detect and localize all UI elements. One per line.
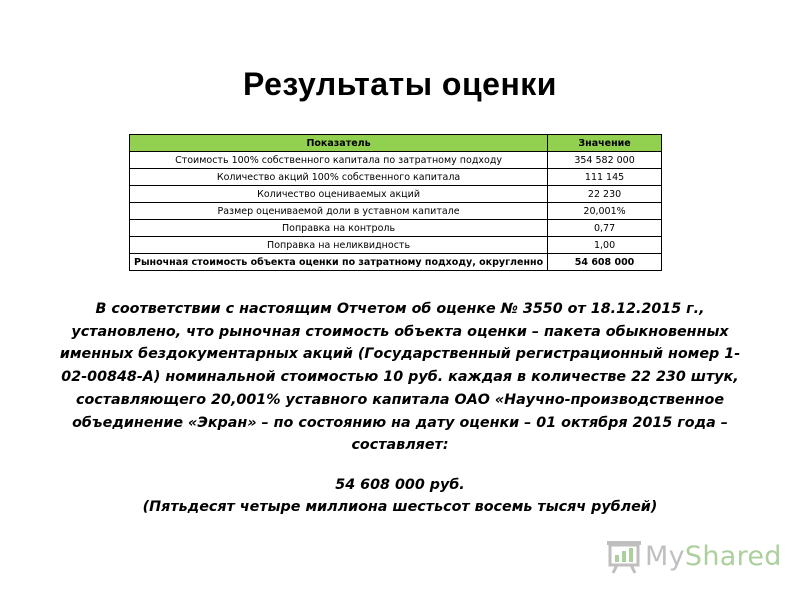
row-label: Рыночная стоимость объекта оценки по затратному подходу, округленно	[130, 254, 548, 271]
table-row-total	[130, 254, 662, 271]
results-table	[129, 134, 662, 271]
table-row	[130, 169, 662, 186]
table-row	[130, 152, 662, 169]
myshared-watermark	[605, 536, 782, 576]
row-value: 20,001%	[548, 203, 662, 220]
header-indicator: Показатель	[130, 135, 548, 152]
table-header-row	[130, 135, 662, 152]
table-row	[130, 203, 662, 220]
watermark-text-shared: Shared	[684, 540, 782, 572]
valuation-amount: 54 608 000 руб.	[335, 477, 465, 493]
row-value: 354 582 000	[548, 152, 662, 169]
watermark-text-my: My	[645, 540, 685, 572]
table-row	[130, 237, 662, 254]
valuation-amount-words: (Пятьдесят четыре миллиона шестьсот восемь тысяч рублей)	[142, 499, 658, 515]
row-value: 22 230	[548, 186, 662, 203]
row-label: Поправка на неликвидность	[130, 237, 548, 254]
row-label: Стоимость 100% собственного капитала по затратному подходу	[130, 152, 548, 169]
row-label: Размер оцениваемой доли в уставном капитале	[130, 203, 548, 220]
row-value: 111 145	[548, 169, 662, 186]
row-label: Поправка на контроль	[130, 220, 548, 237]
row-value: 54 608 000	[548, 254, 662, 271]
table-row	[130, 186, 662, 203]
row-label: Количество акций 100% собственного капитала	[130, 169, 548, 186]
header-value: Значение	[548, 135, 662, 152]
conclusion-paragraph: В соответствии с настоящим Отчетом об оценке № 3550 от 18.12.2015 г., установлено, что рыночная стоимость объекта оценки – пакета обыкновенных именных бездокументарных акций (Государственный регистрационный номер 1-02-00848-А) номинальной стоимостью 10 руб. каждая в количестве 22 230 штук, составляющего 20,001% уставного капитала ОАО «Научно-производственное объединение «Экран» – по состоянию на дату оценки – 01 октября 2015 года – составляет:	[59, 301, 741, 454]
row-value: 1,00	[548, 237, 662, 254]
watermark-text	[645, 541, 782, 572]
table-row	[130, 220, 662, 237]
slide-title: Результаты оценки	[243, 66, 557, 102]
presentation-board-icon	[605, 537, 643, 575]
row-label: Количество оцениваемых акций	[130, 186, 548, 203]
row-value: 0,77	[548, 220, 662, 237]
